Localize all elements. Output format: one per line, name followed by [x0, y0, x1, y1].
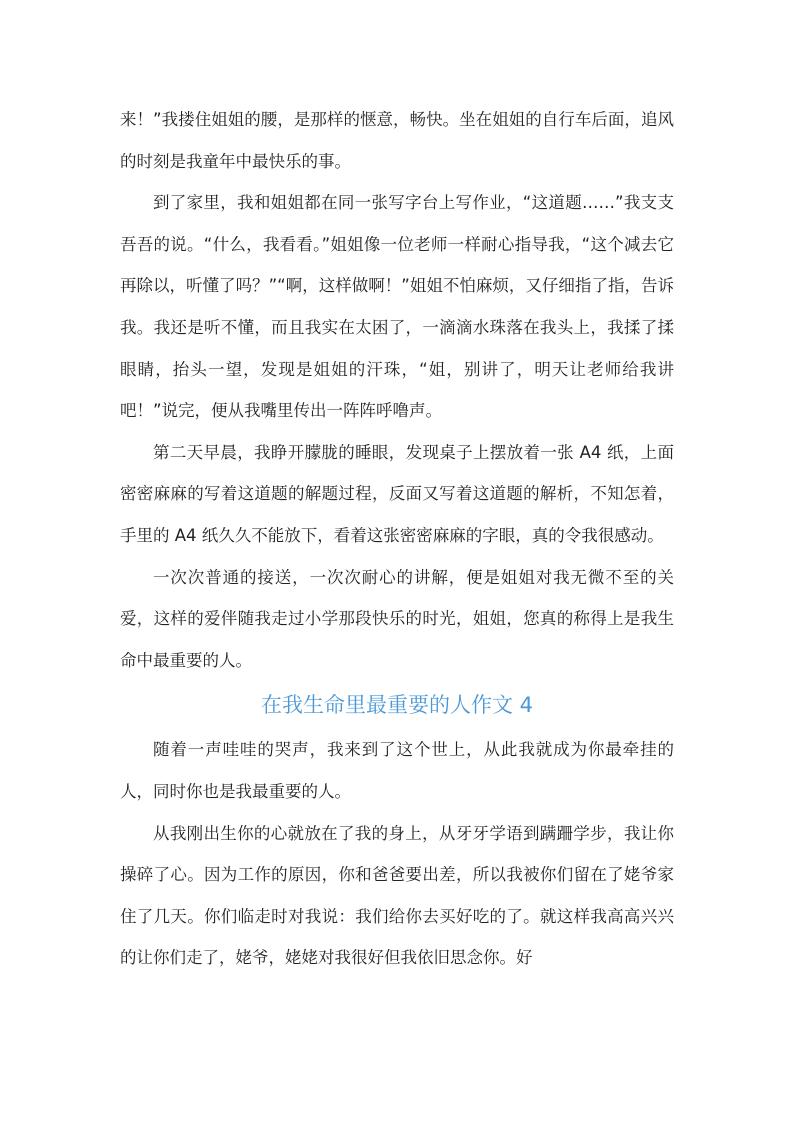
paragraph-childhood: 从我刚出生你的心就放在了我的身上，从牙牙学语到蹒跚学步，我让你操碎了心。因为工作的原因，你和爸爸要出差，所以我被你们留在了姥爷家住了几天。你们临走时对我说：我们给你去买好吃的了。就这样我高高兴兴的让你们走了，姥爷，姥姥对我很好但我依旧思念你。好 — [120, 823, 674, 968]
paragraph-next-morning: 第二天早晨，我睁开朦胧的睡眼，发现桌子上摆放着一张 A4 纸，上面密密麻麻的写着这道题的解题过程，反面又写着这道题的解析，不知怎着，手里的 A4 纸久久不能放下，看着这张密密麻麻的字眼，真的令我很感动。 — [120, 442, 674, 545]
paragraph-homework: 到了家里，我和姐姐都在同一张写字台上写作业，“这道题……”我支支吾吾的说。“什么，我看看。”姐姐像一位老师一样耐心指导我，“这个减去它再除以，听懂了吗？”“啊，这样做啊！”姐姐不怕麻烦，又仔细指了指，告诉我。我还是听不懂，而且我实在太困了，一滴滴水珠落在我头上，我揉了揉眼睛，抬头一望，发现是姐姐的汗珠，“姐，别讲了，明天让老师给我讲吧！”说完，便从我嘴里传出一阵阵呼噜声。 — [120, 193, 674, 421]
paragraph-continuation: 来！”我搂住姐姐的腰，是那样的惬意，畅快。坐在姐姐的自行车后面，追风的时刻是我童年中最快乐的事。 — [120, 110, 674, 171]
essay-title: 在我生命里最重要的人作文 4 — [260, 693, 534, 718]
paragraph-conclusion: 一次次普通的接送，一次次耐心的讲解，便是姐姐对我无微不至的关爱，这样的爱伴随我走过小学那段快乐的时光，姐姐，您真的称得上是我生命中最重要的人。 — [120, 567, 674, 670]
paragraph-birth: 随着一声哇哇的哭声，我来到了这个世上，从此我就成为你最牵挂的人，同时你也是我最重要的人。 — [120, 740, 674, 801]
document-page — [120, 99, 674, 979]
